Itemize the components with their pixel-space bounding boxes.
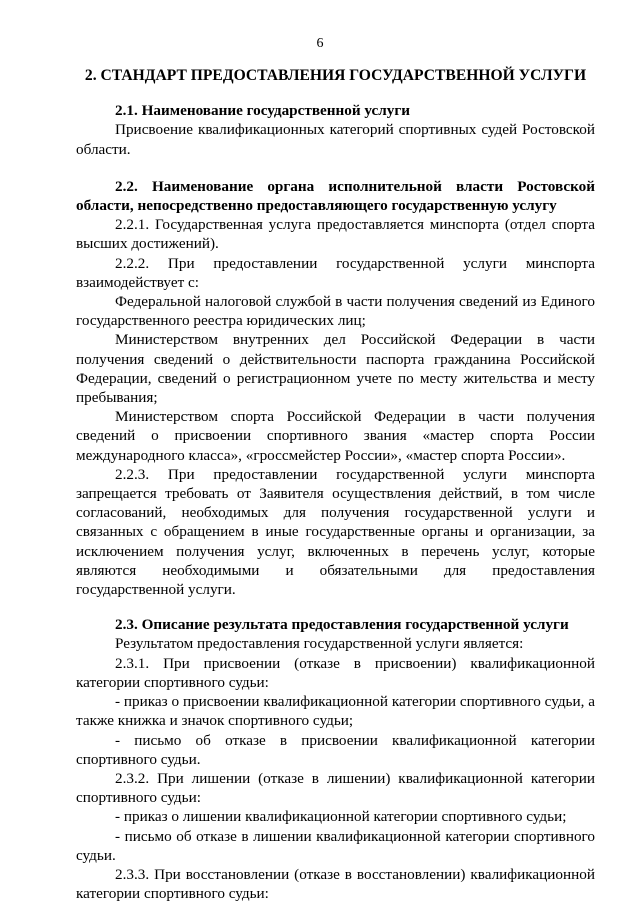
paragraph: 2.2.1. Государственная услуга предоставляется минспорта (отдел спорта высших достижений). — [76, 216, 595, 253]
paragraph: 2.3.1. При присвоении (отказе в присвоении) квалификационной категории спортивного судьи: — [76, 654, 595, 691]
paragraph: 2.2.2. При предоставлении государственной услуги минспорта взаимодействует с: — [76, 254, 595, 291]
paragraph: Министерством внутренних дел Российской Федерации в части получения сведений о действительности паспорта гражданина Российской Федерации, сведений о регистрационном учете по месту жительства и месту пребывания; — [76, 331, 595, 407]
spacer — [76, 159, 595, 177]
section-title: 2. СТАНДАРТ ПРЕДОСТАВЛЕНИЯ ГОСУДАРСТВЕННОЙ УСЛУГИ — [84, 67, 587, 84]
paragraph: Федеральной налоговой службой в части получения сведений из Единого государственного реестра юридических лиц; — [76, 293, 595, 330]
paragraph: Министерством спорта Российской Федерации в части получения сведений о присвоении спортивного звания «мастер спорта России международного класса», «гроссмейстер России», «мастер спорта России». — [76, 408, 595, 464]
list-item: - приказ о лишении квалификационной категории спортивного судьи; — [115, 808, 567, 826]
paragraph: 2.3.3. При восстановлении (отказе в восстановлении) квалификационной категории спортивного судьи: — [76, 865, 595, 903]
paragraph: Результатом предоставления государственной услуги является: — [115, 635, 524, 653]
paragraph: 2.2.3. При предоставлении государственной услуги минспорта запрещается требовать от Заявителя осуществления действий, в том числе согласований, необходимых для получения государственной услуги и связанных с обращением в иные государственные органы и организации, за исключением получения услуг, включенных в перечень услуг, которые являются необходимыми и обязательными для предоставления государственной услуги. — [76, 465, 595, 599]
subsection-heading-2-1: 2.1. Наименование государственной услуги — [115, 102, 411, 120]
list-item: - письмо об отказе в лишении квалификационной категории спортивного судьи. — [76, 827, 595, 864]
subsection-heading-2-2: 2.2. Наименование органа исполнительной власти Ростовской области, непосредственно предоставляющего государственную услугу — [76, 177, 595, 215]
spacer — [76, 599, 595, 615]
list-item: - приказ о присвоении квалификационной категории спортивного судьи, а также книжка и значок спортивного судьи; — [76, 693, 595, 730]
subsection-heading-2-3: 2.3. Описание результата предоставления государственной услуги — [115, 616, 569, 634]
page-content — [76, 66, 595, 903]
list-item: - письмо об отказе в присвоении квалификационной категории спортивного судьи. — [76, 731, 595, 768]
paragraph: Присвоение квалификационных категорий спортивных судей Ростовской области. — [76, 121, 595, 158]
paragraph: 2.3.2. При лишении (отказе в лишении) квалификационной категории спортивного судьи: — [76, 769, 595, 807]
page-number: 6 — [316, 36, 324, 51]
